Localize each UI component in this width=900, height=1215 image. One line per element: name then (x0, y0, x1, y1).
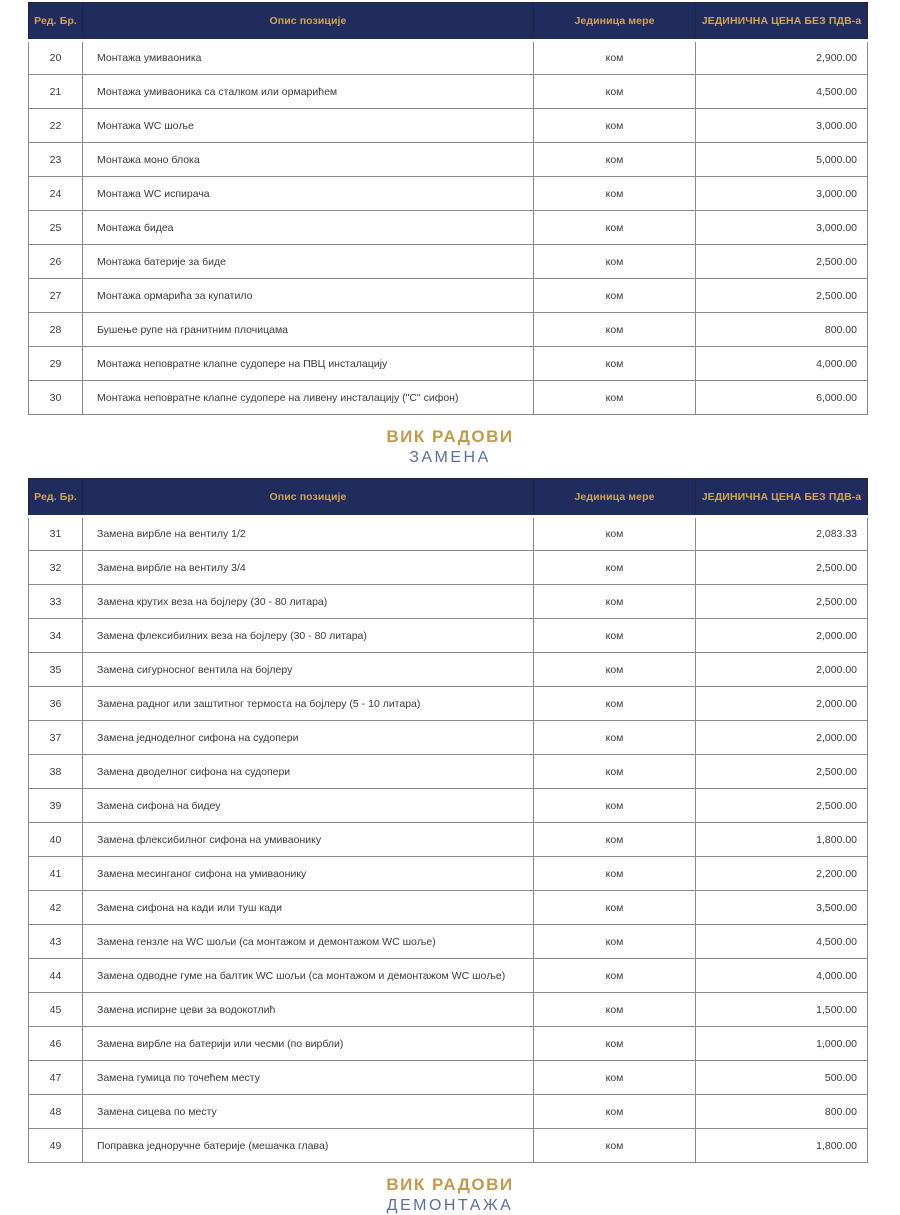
row-unit: ком (534, 211, 696, 245)
row-number: 24 (29, 177, 83, 211)
row-price: 800.00 (696, 1095, 868, 1129)
row-description: Бушење рупе на гранитним плочицама (83, 313, 534, 347)
row-description: Замена гензле на WC шољи (са монтажом и демонтажом WC шоље) (83, 925, 534, 959)
table-row (29, 925, 868, 959)
row-price: 3,500.00 (696, 891, 868, 925)
row-number: 29 (29, 347, 83, 381)
row-unit: ком (534, 1061, 696, 1095)
row-price: 1,500.00 (696, 993, 868, 1027)
row-unit: ком (534, 823, 696, 857)
row-unit: ком (534, 551, 696, 585)
row-description: Замена сигурносног вентила на бојлеру (83, 653, 534, 687)
row-price: 5,000.00 (696, 143, 868, 177)
section-title: ВИК РАДОВИ (386, 427, 514, 446)
table-row (29, 619, 868, 653)
row-description: Замена флексибилних веза на бојлеру (30 - 80 литара) (83, 619, 534, 653)
row-number: 37 (29, 721, 83, 755)
row-number: 36 (29, 687, 83, 721)
row-description: Замена радног или заштитног термоста на бојлеру (5 - 10 литара) (83, 687, 534, 721)
row-number: 27 (29, 279, 83, 313)
table-row (29, 347, 868, 381)
zamena-price-table (28, 478, 868, 1163)
row-number: 22 (29, 109, 83, 143)
row-unit: ком (534, 75, 696, 109)
row-description: Монтажа неповратне клапне судопере на ливену инсталацију ("С" сифон) (83, 381, 534, 415)
row-price: 3,000.00 (696, 177, 868, 211)
row-price: 2,500.00 (696, 585, 868, 619)
row-unit: ком (534, 789, 696, 823)
row-unit: ком (534, 687, 696, 721)
table-row (29, 687, 868, 721)
section-heading-zamena (0, 427, 900, 467)
row-price: 2,083.33 (696, 517, 868, 551)
col-header-description: Опис позиције (83, 3, 534, 41)
row-description: Замена сифона на бидеу (83, 789, 534, 823)
row-unit: ком (534, 245, 696, 279)
table-row (29, 177, 868, 211)
row-price: 2,000.00 (696, 687, 868, 721)
row-description: Замена једноделног сифона на судопери (83, 721, 534, 755)
row-description: Монтажа WC испирача (83, 177, 534, 211)
row-price: 2,900.00 (696, 41, 868, 75)
row-description: Монтажа неповратне клапне судопере на ПВЦ инсталацију (83, 347, 534, 381)
row-unit: ком (534, 857, 696, 891)
row-price: 3,000.00 (696, 211, 868, 245)
row-price: 6,000.00 (696, 381, 868, 415)
row-price: 4,500.00 (696, 925, 868, 959)
row-description: Замена крутих веза на бојлеру (30 - 80 литара) (83, 585, 534, 619)
row-price: 2,500.00 (696, 551, 868, 585)
table-row (29, 653, 868, 687)
row-description: Замена одводне гуме на балтик WC шољи (са монтажом и демонтажом WC шоље) (83, 959, 534, 993)
row-number: 26 (29, 245, 83, 279)
row-unit: ком (534, 959, 696, 993)
row-number: 39 (29, 789, 83, 823)
table-row (29, 381, 868, 415)
table-row (29, 313, 868, 347)
row-number: 38 (29, 755, 83, 789)
row-price: 4,000.00 (696, 959, 868, 993)
row-unit: ком (534, 381, 696, 415)
row-description: Поправка једноручне батерије (мешачка глава) (83, 1129, 534, 1163)
row-description: Монтажа моно блока (83, 143, 534, 177)
row-description: Монтажа ормарића за купатило (83, 279, 534, 313)
table-header-row (29, 479, 868, 517)
col-header-description: Опис позиције (83, 479, 534, 517)
row-number: 30 (29, 381, 83, 415)
row-unit: ком (534, 925, 696, 959)
row-number: 21 (29, 75, 83, 109)
col-header-number: Ред. Бр. (29, 3, 83, 41)
table-row (29, 959, 868, 993)
row-description: Монтажа бидеа (83, 211, 534, 245)
row-description: Замена месинганог сифона на умиваонику (83, 857, 534, 891)
row-number: 45 (29, 993, 83, 1027)
section-subtitle: ЗАМЕНА (409, 449, 491, 466)
row-number: 44 (29, 959, 83, 993)
row-price: 2,500.00 (696, 279, 868, 313)
row-description: Монтажа WC шоље (83, 109, 534, 143)
row-unit: ком (534, 41, 696, 75)
col-header-unit: Јединица мере (534, 3, 696, 41)
row-unit: ком (534, 619, 696, 653)
row-unit: ком (534, 1129, 696, 1163)
section-title: ВИК РАДОВИ (386, 1175, 514, 1194)
zamena-table-body (29, 517, 868, 1163)
table-row (29, 1095, 868, 1129)
table-header-row (29, 3, 868, 41)
table-row (29, 585, 868, 619)
table-row (29, 551, 868, 585)
row-number: 34 (29, 619, 83, 653)
section-subtitle: ДЕМОНТАЖА (386, 1197, 514, 1214)
row-description: Монтажа батерије за биде (83, 245, 534, 279)
row-unit: ком (534, 143, 696, 177)
table-row (29, 1027, 868, 1061)
table-row (29, 517, 868, 551)
row-unit: ком (534, 891, 696, 925)
row-price: 3,000.00 (696, 109, 868, 143)
row-price: 2,000.00 (696, 653, 868, 687)
row-description: Монтажа умиваоника са сталком или ормарићем (83, 75, 534, 109)
table-row (29, 143, 868, 177)
row-description: Замена вирбле на батерији или чесми (по вирбли) (83, 1027, 534, 1061)
row-price: 4,500.00 (696, 75, 868, 109)
table-row (29, 891, 868, 925)
row-price: 500.00 (696, 1061, 868, 1095)
row-number: 32 (29, 551, 83, 585)
row-price: 2,500.00 (696, 245, 868, 279)
section-heading-demontaza (0, 1175, 900, 1215)
row-unit: ком (534, 313, 696, 347)
row-number: 42 (29, 891, 83, 925)
row-number: 35 (29, 653, 83, 687)
table-row (29, 789, 868, 823)
price-list-page (0, 2, 900, 1212)
row-unit: ком (534, 109, 696, 143)
row-number: 40 (29, 823, 83, 857)
row-description: Замена сифона на кади или туш кади (83, 891, 534, 925)
row-number: 25 (29, 211, 83, 245)
table-row (29, 1129, 868, 1163)
row-description: Замена вирбле на вентилу 3/4 (83, 551, 534, 585)
row-description: Замена гумица по точећем месту (83, 1061, 534, 1095)
row-number: 23 (29, 143, 83, 177)
row-description: Замена испирне цеви за водокотлић (83, 993, 534, 1027)
table-row (29, 279, 868, 313)
row-number: 48 (29, 1095, 83, 1129)
row-unit: ком (534, 347, 696, 381)
row-number: 31 (29, 517, 83, 551)
row-number: 20 (29, 41, 83, 75)
table-row (29, 211, 868, 245)
table-row (29, 857, 868, 891)
table-row (29, 41, 868, 75)
row-price: 1,800.00 (696, 823, 868, 857)
row-unit: ком (534, 1027, 696, 1061)
col-header-price: ЈЕДИНИЧНА ЦЕНА БЕЗ ПДВ-а (696, 3, 868, 41)
row-number: 43 (29, 925, 83, 959)
montaza-price-table (28, 2, 868, 415)
row-description: Замена вирбле на вентилу 1/2 (83, 517, 534, 551)
row-price: 1,000.00 (696, 1027, 868, 1061)
row-unit: ком (534, 585, 696, 619)
table-row (29, 823, 868, 857)
row-price: 2,000.00 (696, 619, 868, 653)
table-row (29, 993, 868, 1027)
row-price: 2,500.00 (696, 789, 868, 823)
table-row (29, 109, 868, 143)
table-row (29, 755, 868, 789)
montaza-table-body (29, 41, 868, 415)
row-price: 4,000.00 (696, 347, 868, 381)
row-price: 2,200.00 (696, 857, 868, 891)
col-header-price: ЈЕДИНИЧНА ЦЕНА БЕЗ ПДВ-а (696, 479, 868, 517)
row-price: 2,000.00 (696, 721, 868, 755)
row-description: Замена дводелног сифона на судопери (83, 755, 534, 789)
row-description: Замена сицева по месту (83, 1095, 534, 1129)
row-number: 33 (29, 585, 83, 619)
row-unit: ком (534, 993, 696, 1027)
row-number: 47 (29, 1061, 83, 1095)
row-unit: ком (534, 721, 696, 755)
row-unit: ком (534, 653, 696, 687)
col-header-unit: Јединица мере (534, 479, 696, 517)
row-unit: ком (534, 1095, 696, 1129)
row-description: Монтажа умиваоника (83, 41, 534, 75)
row-price: 800.00 (696, 313, 868, 347)
table-row (29, 75, 868, 109)
table-row (29, 245, 868, 279)
row-unit: ком (534, 517, 696, 551)
table-row (29, 721, 868, 755)
row-unit: ком (534, 755, 696, 789)
row-number: 49 (29, 1129, 83, 1163)
row-unit: ком (534, 177, 696, 211)
row-number: 46 (29, 1027, 83, 1061)
row-number: 28 (29, 313, 83, 347)
row-number: 41 (29, 857, 83, 891)
row-price: 1,800.00 (696, 1129, 868, 1163)
row-unit: ком (534, 279, 696, 313)
row-price: 2,500.00 (696, 755, 868, 789)
col-header-number: Ред. Бр. (29, 479, 83, 517)
table-row (29, 1061, 868, 1095)
row-description: Замена флексибилног сифона на умиваонику (83, 823, 534, 857)
